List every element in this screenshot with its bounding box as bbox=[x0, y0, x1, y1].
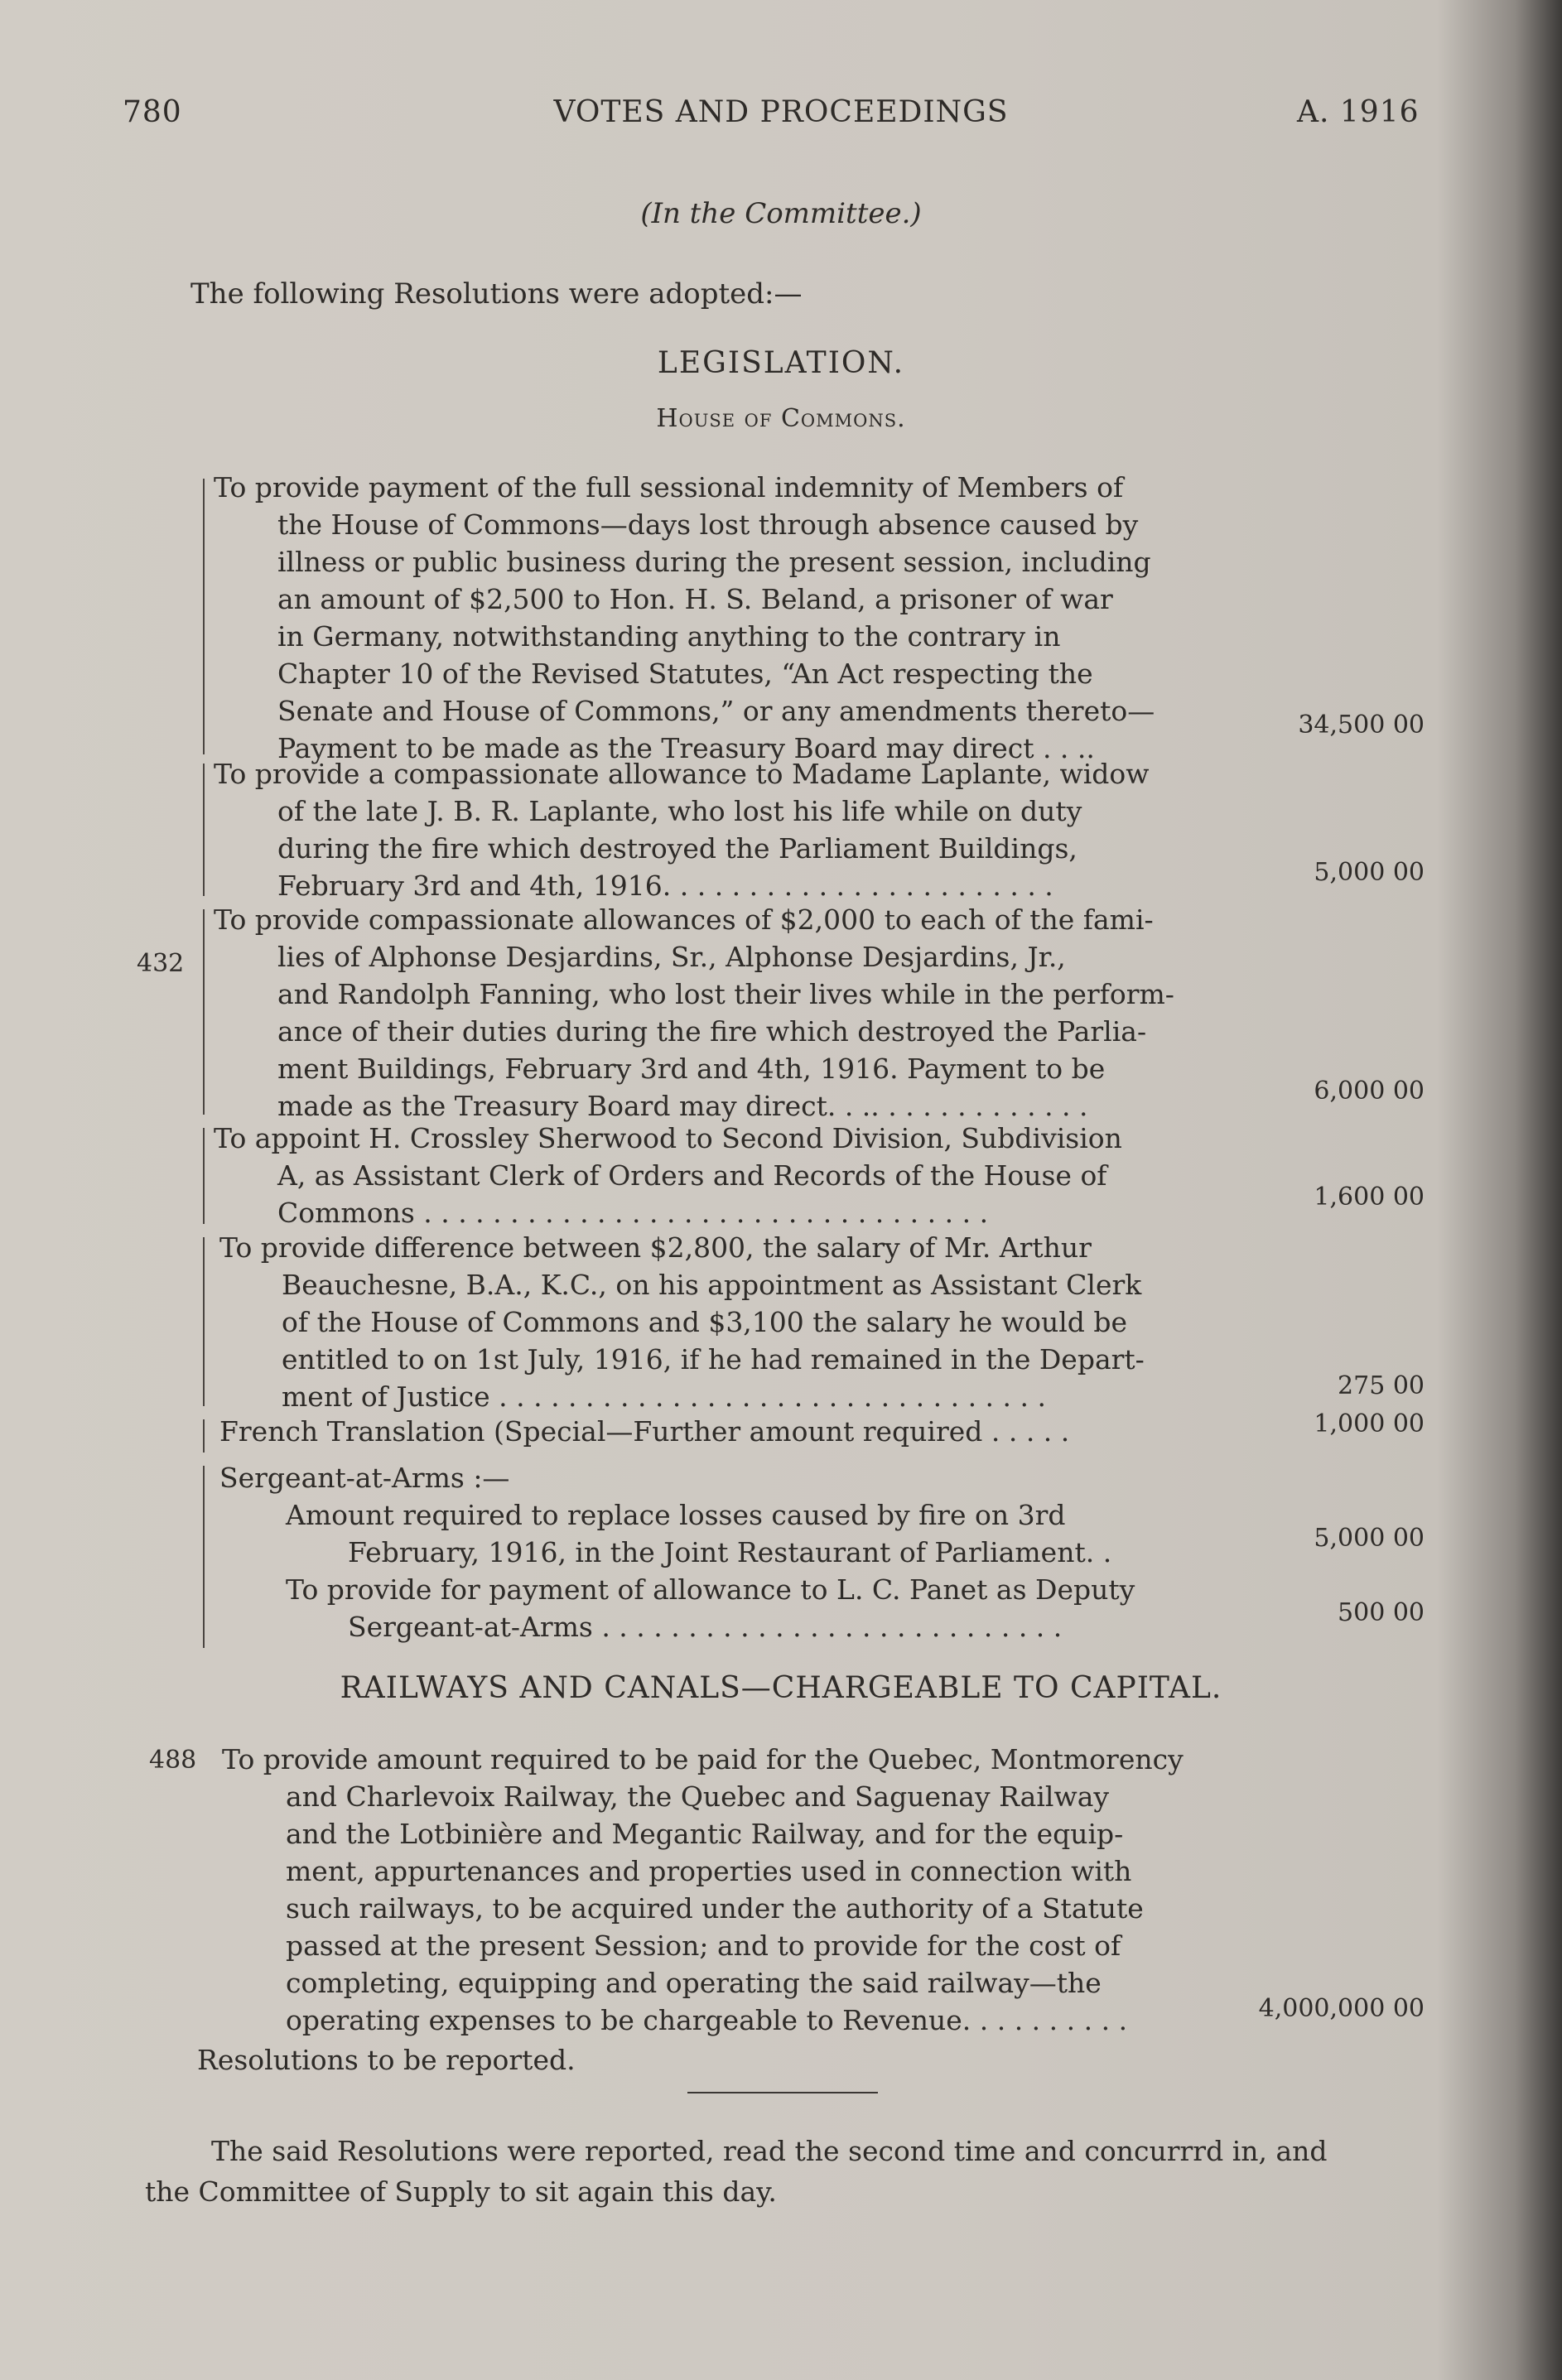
item-amount: 5,000 00 bbox=[1314, 1524, 1425, 1553]
item-line: lies of Alphonse Desjardins, Sr., Alphonse Desjardins, Jr., bbox=[277, 941, 1066, 973]
vote-reference-488: 488 bbox=[149, 1746, 197, 1775]
item-amount: 34,500 00 bbox=[1298, 711, 1425, 740]
item-line: Commons . . . . . . . . . . . . . . . . . . . . . . . . . . . . . . . . . bbox=[277, 1197, 989, 1229]
item-line: To provide payment of the full sessional indemnity of Members of bbox=[214, 471, 1124, 503]
item-line: To provide amount required to be paid for the Quebec, Montmorency bbox=[222, 1743, 1184, 1775]
item-line: Sergeant-at-Arms . . . . . . . . . . . . . . . . . . . . . . . . . . . bbox=[348, 1611, 1063, 1643]
section-heading-legislation: LEGISLATION. bbox=[657, 346, 905, 380]
item-amount: 5,000 00 bbox=[1314, 858, 1425, 887]
item-line: passed at the present Session; and to provide for the cost of bbox=[286, 1930, 1121, 1962]
final-paragraph-line: The said Resolutions were reported, read the second time and concurrrd in, and bbox=[211, 2135, 1328, 2167]
section-heading-railways: RAILWAYS AND CANALS—CHARGEABLE TO CAPITAL. bbox=[340, 1671, 1222, 1705]
item-line: French Translation (Special—Further amount required . . . . . bbox=[219, 1415, 1070, 1448]
vote-reference-432: 432 bbox=[137, 949, 185, 978]
item-line: entitled to on 1st July, 1916, if he had remained in the Depart- bbox=[282, 1343, 1145, 1375]
item-amount: 1,000 00 bbox=[1314, 1409, 1425, 1438]
item-line: To provide a compassionate allowance to Madame Laplante, widow bbox=[214, 758, 1150, 790]
item-line: such railways, to be acquired under the authority of a Statute bbox=[286, 1892, 1144, 1925]
item-line: Amount required to replace losses caused by fire on 3rd bbox=[286, 1499, 1066, 1531]
running-title: VOTES AND PROCEEDINGS bbox=[553, 95, 1009, 129]
item-amount: 500 00 bbox=[1338, 1598, 1425, 1627]
item-amount: 275 00 bbox=[1338, 1371, 1425, 1400]
item-line: Sergeant-at-Arms :— bbox=[219, 1462, 510, 1494]
item-line: Chapter 10 of the Revised Statutes, “An Act respecting the bbox=[277, 658, 1093, 690]
item-line: ance of their duties during the fire which destroyed the Parlia- bbox=[277, 1015, 1147, 1048]
subsection-heading-house: House of Commons. bbox=[656, 404, 906, 433]
committee-note: (In the Committee.) bbox=[640, 197, 922, 230]
item-line: Senate and House of Commons,” or any amendments thereto— bbox=[277, 695, 1155, 727]
item-line: illness or public business during the present session, including bbox=[277, 546, 1151, 578]
item-line: February, 1916, in the Joint Restaurant of Parliament. . bbox=[348, 1536, 1112, 1568]
final-paragraph-line: the Committee of Supply to sit again this day. bbox=[145, 2175, 777, 2208]
item-line: during the fire which destroyed the Parliament Buildings, bbox=[277, 832, 1077, 865]
item-line: Payment to be made as the Treasury Board may direct . . .. bbox=[277, 732, 1095, 764]
item-line: operating expenses to be chargeable to Revenue. . . . . . . . . . bbox=[286, 2004, 1128, 2036]
page-number: 780 bbox=[123, 95, 182, 129]
divider bbox=[687, 2092, 878, 2093]
item-amount: 6,000 00 bbox=[1314, 1077, 1425, 1106]
session-year: A. 1916 bbox=[1297, 95, 1420, 129]
item-line: and Charlevoix Railway, the Quebec and Saguenay Railway bbox=[286, 1780, 1110, 1813]
item-line: and the Lotbinière and Megantic Railway, and for the equip- bbox=[286, 1818, 1124, 1850]
item-line: A, as Assistant Clerk of Orders and Records of the House of bbox=[277, 1159, 1107, 1192]
item-line: To provide compassionate allowances of $2,000 to each of the fami- bbox=[214, 903, 1154, 936]
item-line: an amount of $2,500 to Hon. H. S. Beland, a prisoner of war bbox=[277, 583, 1113, 615]
item-amount: 4,000,000 00 bbox=[1258, 1994, 1425, 2023]
item-line: Beauchesne, B.A., K.C., on his appointment as Assistant Clerk bbox=[282, 1269, 1142, 1301]
item-line: and Randolph Fanning, who lost their lives while in the perform- bbox=[277, 978, 1174, 1010]
item-line: the House of Commons—days lost through absence caused by bbox=[277, 508, 1139, 541]
item-line: To provide difference between $2,800, the salary of Mr. Arthur bbox=[219, 1231, 1092, 1264]
item-line: completing, equipping and operating the said railway—the bbox=[286, 1967, 1102, 1999]
intro-text: The following Resolutions were adopted:— bbox=[190, 277, 803, 311]
item-line: of the House of Commons and $3,100 the salary he would be bbox=[282, 1306, 1128, 1338]
item-line: To provide for payment of allowance to L. C. Panet as Deputy bbox=[286, 1573, 1135, 1606]
item-line: ment Buildings, February 3rd and 4th, 1916. Payment to be bbox=[277, 1053, 1106, 1085]
item-line: of the late J. B. R. Laplante, who lost his life while on duty bbox=[277, 795, 1082, 827]
item-line: ment of Justice . . . . . . . . . . . . . . . . . . . . . . . . . . . . . . . . bbox=[282, 1380, 1046, 1413]
item-line: ment, appurtenances and properties used in connection with bbox=[286, 1855, 1132, 1887]
closing-note: Resolutions to be reported. bbox=[197, 2044, 576, 2076]
item-amount: 1,600 00 bbox=[1314, 1183, 1425, 1212]
item-line: in Germany, notwithstanding anything to the contrary in bbox=[277, 620, 1061, 653]
item-line: To appoint H. Crossley Sherwood to Second Division, Subdivision bbox=[214, 1122, 1122, 1154]
item-line: made as the Treasury Board may direct. . .. . . . . . . . . . . . . bbox=[277, 1090, 1088, 1122]
item-line: February 3rd and 4th, 1916. . . . . . . . . . . . . . . . . . . . . . . bbox=[277, 870, 1053, 902]
